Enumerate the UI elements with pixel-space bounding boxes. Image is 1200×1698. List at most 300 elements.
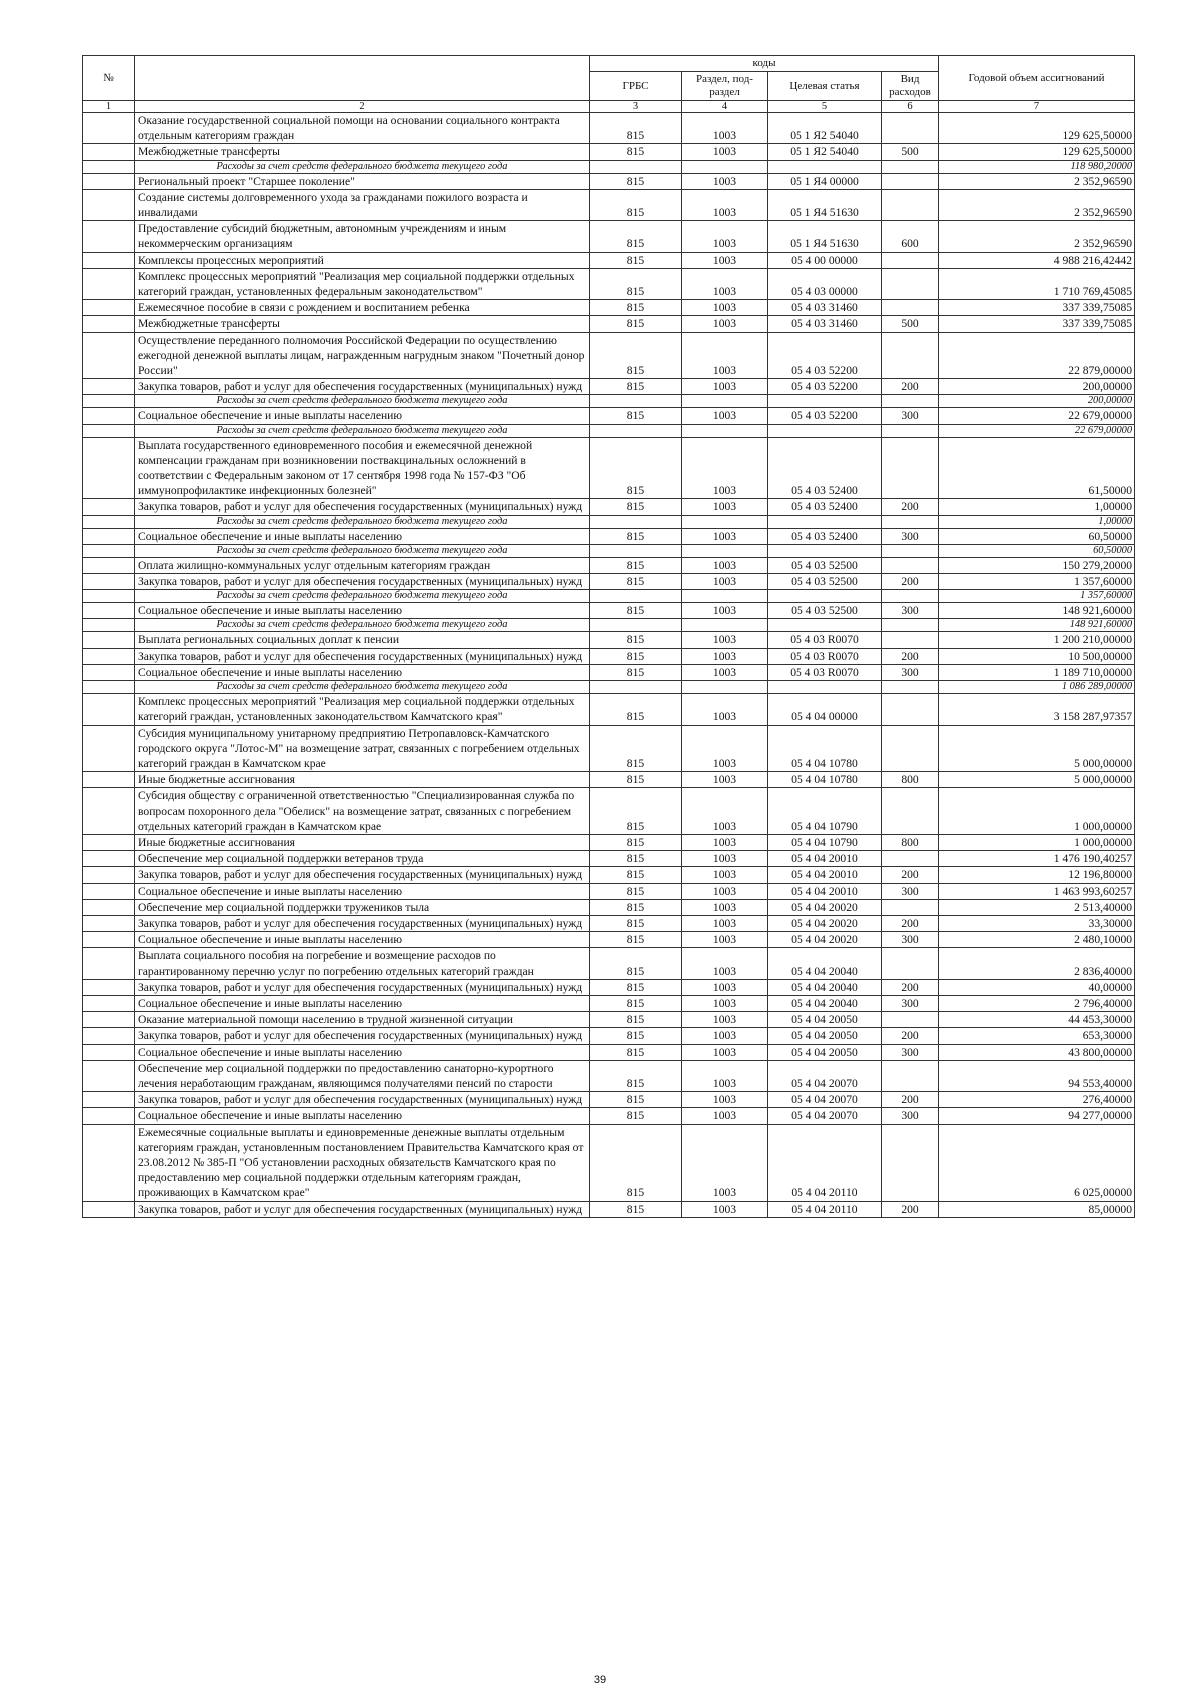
- row-name-cell: Закупка товаров, работ и услуг для обеспечения государственных (муниципальных) нужд: [135, 574, 590, 590]
- row-expense-type-cell: [882, 619, 939, 632]
- row-article-cell: [768, 590, 882, 603]
- row-number-cell: [83, 948, 135, 979]
- row-article-cell: [768, 424, 882, 437]
- row-article-cell: 05 4 03 R0070: [768, 632, 882, 648]
- row-section-cell: 1003: [682, 268, 768, 299]
- row-number-cell: [83, 437, 135, 499]
- row-amount-cell: 1 000,00000: [939, 788, 1135, 835]
- row-amount-cell: 2 352,96590: [939, 189, 1135, 220]
- row-grbs-cell: 815: [590, 437, 682, 499]
- row-amount-cell: 2 796,40000: [939, 995, 1135, 1011]
- row-grbs-cell: 815: [590, 252, 682, 268]
- row-amount-cell: 5 000,00000: [939, 772, 1135, 788]
- row-name-cell: Оказание материальной помощи населению в трудной жизненной ситуации: [135, 1012, 590, 1028]
- row-article-cell: 05 4 04 10790: [768, 834, 882, 850]
- row-article-cell: 05 4 04 20010: [768, 867, 882, 883]
- row-article-cell: 05 4 04 10780: [768, 772, 882, 788]
- row-amount-cell: 150 279,20000: [939, 557, 1135, 573]
- budget-allocation-table: [82, 55, 1135, 1218]
- row-grbs-cell: 815: [590, 883, 682, 899]
- row-name-cell: Закупка товаров, работ и услуг для обеспечения государственных (муниципальных) нужд: [135, 379, 590, 395]
- row-expense-type-cell: [882, 557, 939, 573]
- row-number-cell: [83, 1108, 135, 1124]
- row-section-cell: 1003: [682, 834, 768, 850]
- table-row: [83, 437, 1135, 499]
- row-number-cell: [83, 316, 135, 332]
- row-amount-cell: 118 980,20000: [939, 160, 1135, 173]
- row-section-cell: 1003: [682, 915, 768, 931]
- row-amount-cell: 5 000,00000: [939, 725, 1135, 772]
- row-number-cell: [83, 424, 135, 437]
- row-grbs-cell: 815: [590, 408, 682, 424]
- row-number-cell: [83, 603, 135, 619]
- row-expense-type-cell: [882, 1124, 939, 1201]
- row-section-cell: 1003: [682, 788, 768, 835]
- row-amount-cell: 4 988 216,42442: [939, 252, 1135, 268]
- row-amount-cell: 1 189 710,00000: [939, 664, 1135, 680]
- row-name-cell: Социальное обеспечение и иные выплаты населению: [135, 603, 590, 619]
- header-index: 3: [590, 101, 682, 113]
- row-expense-type-cell: 300: [882, 603, 939, 619]
- row-article-cell: 05 4 04 20070: [768, 1060, 882, 1091]
- federal-funds-row: [83, 395, 1135, 408]
- row-grbs-cell: 815: [590, 221, 682, 252]
- row-number-cell: [83, 648, 135, 664]
- row-section-cell: 1003: [682, 113, 768, 144]
- row-number-cell: [83, 544, 135, 557]
- row-article-cell: 05 4 04 20050: [768, 1044, 882, 1060]
- row-section-cell: 1003: [682, 528, 768, 544]
- row-number-cell: [83, 915, 135, 931]
- row-amount-cell: 10 500,00000: [939, 648, 1135, 664]
- row-name-cell: Ежемесячное пособие в связи с рождением и воспитанием ребенка: [135, 300, 590, 316]
- row-article-cell: 05 1 Я2 54040: [768, 113, 882, 144]
- row-amount-cell: 60,50000: [939, 544, 1135, 557]
- row-grbs-cell: 815: [590, 899, 682, 915]
- table-row: [83, 948, 1135, 979]
- row-article-cell: [768, 160, 882, 173]
- row-name-cell: Социальное обеспечение и иные выплаты населению: [135, 664, 590, 680]
- row-article-cell: 05 4 03 R0070: [768, 648, 882, 664]
- row-name-cell: Закупка товаров, работ и услуг для обеспечения государственных (муниципальных) нужд: [135, 1201, 590, 1217]
- row-expense-type-cell: [882, 424, 939, 437]
- row-article-cell: 05 4 04 20070: [768, 1092, 882, 1108]
- row-name-cell: Межбюджетные трансферты: [135, 316, 590, 332]
- row-expense-type-cell: 200: [882, 915, 939, 931]
- row-name-cell: Закупка товаров, работ и услуг для обеспечения государственных (муниципальных) нужд: [135, 979, 590, 995]
- table-row: [83, 899, 1135, 915]
- row-name-cell: Закупка товаров, работ и услуг для обеспечения государственных (муниципальных) нужд: [135, 1028, 590, 1044]
- federal-funds-row: [83, 515, 1135, 528]
- row-expense-type-cell: [882, 173, 939, 189]
- row-grbs-cell: 815: [590, 725, 682, 772]
- row-expense-type-cell: [882, 899, 939, 915]
- table-row: [83, 268, 1135, 299]
- row-section-cell: 1003: [682, 189, 768, 220]
- row-amount-cell: 40,00000: [939, 979, 1135, 995]
- row-section-cell: 1003: [682, 603, 768, 619]
- row-article-cell: 05 4 03 52200: [768, 379, 882, 395]
- row-grbs-cell: 815: [590, 664, 682, 680]
- federal-funds-row: [83, 590, 1135, 603]
- row-article-cell: 05 4 04 20040: [768, 995, 882, 1011]
- row-expense-type-cell: 200: [882, 979, 939, 995]
- table-row: [83, 316, 1135, 332]
- table-row: [83, 883, 1135, 899]
- row-number-cell: [83, 1060, 135, 1091]
- row-section-cell: 1003: [682, 173, 768, 189]
- row-name-cell: Осуществление переданного полномочия Российской Федерации по осуществлению ежегодной денежной выплаты лицам, награжденным нагрудным знаком "Почетный донор России": [135, 332, 590, 379]
- row-article-cell: 05 4 03 52500: [768, 557, 882, 573]
- row-section-cell: [682, 590, 768, 603]
- row-amount-cell: 6 025,00000: [939, 1124, 1135, 1201]
- row-section-cell: 1003: [682, 300, 768, 316]
- row-section-cell: 1003: [682, 1028, 768, 1044]
- row-section-cell: 1003: [682, 883, 768, 899]
- row-section-cell: 1003: [682, 772, 768, 788]
- row-grbs-cell: [590, 544, 682, 557]
- table-row: [83, 1108, 1135, 1124]
- row-expense-type-cell: 200: [882, 648, 939, 664]
- table-row: [83, 834, 1135, 850]
- header-index: 5: [768, 101, 882, 113]
- table-row: [83, 173, 1135, 189]
- row-name-cell: Комплекс процессных мероприятий "Реализация мер социальной поддержки отдельных категорий граждан, установленных федеральным законодательством": [135, 268, 590, 299]
- row-article-cell: 05 4 03 R0070: [768, 664, 882, 680]
- row-section-cell: [682, 395, 768, 408]
- row-amount-cell: 60,50000: [939, 528, 1135, 544]
- row-number-cell: [83, 590, 135, 603]
- page-number: 39: [593, 1674, 607, 1686]
- row-name-cell: Оплата жилищно-коммунальных услуг отдельным категориям граждан: [135, 557, 590, 573]
- row-expense-type-cell: [882, 1060, 939, 1091]
- row-section-cell: 1003: [682, 948, 768, 979]
- row-name-cell: Оказание государственной социальной помощи на основании социального контракта отдельным категориям граждан: [135, 113, 590, 144]
- row-number-cell: [83, 395, 135, 408]
- row-article-cell: [768, 544, 882, 557]
- row-number-cell: [83, 681, 135, 694]
- row-number-cell: [83, 1124, 135, 1201]
- row-article-cell: 05 4 00 00000: [768, 252, 882, 268]
- row-amount-cell: 1 357,60000: [939, 574, 1135, 590]
- row-article-cell: 05 4 04 20010: [768, 851, 882, 867]
- table-row: [83, 221, 1135, 252]
- row-amount-cell: 1 357,60000: [939, 590, 1135, 603]
- row-grbs-cell: 815: [590, 1124, 682, 1201]
- row-amount-cell: 2 836,40000: [939, 948, 1135, 979]
- row-grbs-cell: 815: [590, 603, 682, 619]
- row-grbs-cell: 815: [590, 948, 682, 979]
- row-article-cell: [768, 681, 882, 694]
- row-section-cell: [682, 515, 768, 528]
- row-expense-type-cell: [882, 395, 939, 408]
- row-expense-type-cell: [882, 332, 939, 379]
- row-expense-type-cell: [882, 189, 939, 220]
- table-body: [83, 113, 1135, 1218]
- row-article-cell: 05 4 04 20070: [768, 1108, 882, 1124]
- row-article-cell: [768, 395, 882, 408]
- row-number-cell: [83, 1201, 135, 1217]
- table-row: [83, 1044, 1135, 1060]
- row-article-cell: 05 4 03 52200: [768, 332, 882, 379]
- row-grbs-cell: 815: [590, 499, 682, 515]
- row-grbs-cell: 815: [590, 1060, 682, 1091]
- table-row: [83, 603, 1135, 619]
- row-number-cell: [83, 1092, 135, 1108]
- row-grbs-cell: [590, 424, 682, 437]
- row-number-cell: [83, 995, 135, 1011]
- row-name-cell: Субсидия обществу с ограниченной ответственностью "Специализированная служба по вопросам похоронного дела "Обелиск" на возмещение затрат, связанных с погребением отдельных категорий граждан в Камчатском крае: [135, 788, 590, 835]
- row-article-cell: 05 4 04 20040: [768, 948, 882, 979]
- row-expense-type-cell: [882, 300, 939, 316]
- table-row: [83, 408, 1135, 424]
- row-grbs-cell: 815: [590, 694, 682, 725]
- row-expense-type-cell: 200: [882, 867, 939, 883]
- row-name-cell: Расходы за счет средств федерального бюджета текущего года: [135, 160, 590, 173]
- row-article-cell: 05 4 04 10780: [768, 725, 882, 772]
- row-name-cell: Выплата региональных социальных доплат к пенсии: [135, 632, 590, 648]
- row-amount-cell: 85,00000: [939, 1201, 1135, 1217]
- row-grbs-cell: 815: [590, 300, 682, 316]
- row-amount-cell: 1,00000: [939, 499, 1135, 515]
- row-name-cell: Закупка товаров, работ и услуг для обеспечения государственных (муниципальных) нужд: [135, 867, 590, 883]
- row-grbs-cell: 815: [590, 632, 682, 648]
- row-amount-cell: 1 200 210,00000: [939, 632, 1135, 648]
- row-expense-type-cell: [882, 948, 939, 979]
- row-amount-cell: 337 339,75085: [939, 300, 1135, 316]
- row-name-cell: Выплата социального пособия на погребение и возмещение расходов по гарантированному перечню услуг по погребению отдельных категорий граждан: [135, 948, 590, 979]
- row-name-cell: Закупка товаров, работ и услуг для обеспечения государственных (муниципальных) нужд: [135, 499, 590, 515]
- row-section-cell: [682, 424, 768, 437]
- row-article-cell: 05 4 03 52400: [768, 437, 882, 499]
- row-grbs-cell: 815: [590, 788, 682, 835]
- row-name-cell: Расходы за счет средств федерального бюджета текущего года: [135, 544, 590, 557]
- row-number-cell: [83, 694, 135, 725]
- row-article-cell: 05 4 03 52200: [768, 408, 882, 424]
- row-section-cell: 1003: [682, 1124, 768, 1201]
- header-section: Раздел, под-раздел: [682, 72, 768, 101]
- row-number-cell: [83, 144, 135, 160]
- row-article-cell: 05 1 Я4 51630: [768, 189, 882, 220]
- row-name-cell: Социальное обеспечение и иные выплаты населению: [135, 883, 590, 899]
- row-section-cell: 1003: [682, 1092, 768, 1108]
- table-row: [83, 379, 1135, 395]
- row-article-cell: 05 4 03 52500: [768, 603, 882, 619]
- row-number-cell: [83, 788, 135, 835]
- row-article-cell: 05 4 04 20110: [768, 1124, 882, 1201]
- header-index-row: [83, 101, 1135, 113]
- row-amount-cell: 1,00000: [939, 515, 1135, 528]
- row-grbs-cell: 815: [590, 173, 682, 189]
- row-expense-type-cell: 200: [882, 379, 939, 395]
- row-name-cell: Расходы за счет средств федерального бюджета текущего года: [135, 515, 590, 528]
- row-expense-type-cell: 200: [882, 499, 939, 515]
- row-number-cell: [83, 379, 135, 395]
- row-amount-cell: 43 800,00000: [939, 1044, 1135, 1060]
- row-expense-type-cell: 200: [882, 1028, 939, 1044]
- row-section-cell: [682, 681, 768, 694]
- row-expense-type-cell: [882, 160, 939, 173]
- row-article-cell: 05 4 04 20020: [768, 932, 882, 948]
- row-section-cell: 1003: [682, 316, 768, 332]
- table-row: [83, 851, 1135, 867]
- row-number-cell: [83, 899, 135, 915]
- row-name-cell: Социальное обеспечение и иные выплаты населению: [135, 408, 590, 424]
- row-number-cell: [83, 834, 135, 850]
- row-expense-type-cell: [882, 694, 939, 725]
- row-name-cell: Комплексы процессных мероприятий: [135, 252, 590, 268]
- row-section-cell: 1003: [682, 867, 768, 883]
- table-row: [83, 557, 1135, 573]
- row-section-cell: 1003: [682, 574, 768, 590]
- row-section-cell: 1003: [682, 851, 768, 867]
- row-grbs-cell: 815: [590, 332, 682, 379]
- header-index: 4: [682, 101, 768, 113]
- row-section-cell: 1003: [682, 1012, 768, 1028]
- row-article-cell: 05 4 04 20010: [768, 883, 882, 899]
- row-name-cell: Социальное обеспечение и иные выплаты населению: [135, 528, 590, 544]
- row-amount-cell: 22 679,00000: [939, 408, 1135, 424]
- row-number-cell: [83, 1012, 135, 1028]
- row-amount-cell: 1 476 190,40257: [939, 851, 1135, 867]
- row-section-cell: 1003: [682, 1108, 768, 1124]
- row-section-cell: 1003: [682, 932, 768, 948]
- row-expense-type-cell: 200: [882, 1092, 939, 1108]
- row-expense-type-cell: 800: [882, 772, 939, 788]
- row-grbs-cell: 815: [590, 851, 682, 867]
- table-row: [83, 694, 1135, 725]
- row-section-cell: 1003: [682, 632, 768, 648]
- row-expense-type-cell: 200: [882, 574, 939, 590]
- row-number-cell: [83, 113, 135, 144]
- row-number-cell: [83, 221, 135, 252]
- table-row: [83, 300, 1135, 316]
- row-grbs-cell: [590, 515, 682, 528]
- row-expense-type-cell: [882, 544, 939, 557]
- row-article-cell: 05 1 Я2 54040: [768, 144, 882, 160]
- row-amount-cell: 653,30000: [939, 1028, 1135, 1044]
- row-amount-cell: 2 480,10000: [939, 932, 1135, 948]
- row-section-cell: 1003: [682, 648, 768, 664]
- table-row: [83, 189, 1135, 220]
- header-grbs: ГРБС: [590, 72, 682, 101]
- row-grbs-cell: 815: [590, 1012, 682, 1028]
- table-row: [83, 979, 1135, 995]
- row-expense-type-cell: [882, 252, 939, 268]
- row-grbs-cell: 815: [590, 867, 682, 883]
- row-section-cell: 1003: [682, 332, 768, 379]
- row-grbs-cell: 815: [590, 995, 682, 1011]
- header-index: 7: [939, 101, 1135, 113]
- row-name-cell: Региональный проект "Старшее поколение": [135, 173, 590, 189]
- row-article-cell: 05 4 03 52500: [768, 574, 882, 590]
- row-number-cell: [83, 252, 135, 268]
- row-grbs-cell: 815: [590, 144, 682, 160]
- row-number-cell: [83, 160, 135, 173]
- row-grbs-cell: 815: [590, 834, 682, 850]
- row-grbs-cell: 815: [590, 557, 682, 573]
- row-expense-type-cell: [882, 113, 939, 144]
- row-grbs-cell: [590, 590, 682, 603]
- row-section-cell: 1003: [682, 1044, 768, 1060]
- table-row: [83, 144, 1135, 160]
- row-grbs-cell: 815: [590, 1028, 682, 1044]
- table-row: [83, 113, 1135, 144]
- row-grbs-cell: 815: [590, 316, 682, 332]
- table-row: [83, 1201, 1135, 1217]
- table-row: [83, 664, 1135, 680]
- row-amount-cell: 337 339,75085: [939, 316, 1135, 332]
- row-article-cell: 05 4 04 00000: [768, 694, 882, 725]
- table-row: [83, 1092, 1135, 1108]
- table-row: [83, 574, 1135, 590]
- row-expense-type-cell: [882, 681, 939, 694]
- row-grbs-cell: 815: [590, 772, 682, 788]
- row-article-cell: 05 1 Я4 51630: [768, 221, 882, 252]
- row-amount-cell: 1 710 769,45085: [939, 268, 1135, 299]
- row-amount-cell: 1 086 289,00000: [939, 681, 1135, 694]
- table-row: [83, 932, 1135, 948]
- row-expense-type-cell: 300: [882, 408, 939, 424]
- row-number-cell: [83, 632, 135, 648]
- row-amount-cell: 129 625,50000: [939, 144, 1135, 160]
- row-amount-cell: 44 453,30000: [939, 1012, 1135, 1028]
- table-row: [83, 252, 1135, 268]
- table-row: [83, 867, 1135, 883]
- row-article-cell: 05 4 03 31460: [768, 316, 882, 332]
- row-expense-type-cell: [882, 1012, 939, 1028]
- row-name-cell: Иные бюджетные ассигнования: [135, 834, 590, 850]
- row-name-cell: Предоставление субсидий бюджетным, автономным учреждениям и иным некоммерческим организациям: [135, 221, 590, 252]
- row-number-cell: [83, 725, 135, 772]
- row-amount-cell: 276,40000: [939, 1092, 1135, 1108]
- row-number-cell: [83, 883, 135, 899]
- row-grbs-cell: [590, 395, 682, 408]
- table-row: [83, 632, 1135, 648]
- row-grbs-cell: 815: [590, 379, 682, 395]
- row-amount-cell: 200,00000: [939, 379, 1135, 395]
- row-number-cell: [83, 173, 135, 189]
- row-section-cell: 1003: [682, 664, 768, 680]
- table-row: [83, 1012, 1135, 1028]
- table-row: [83, 648, 1135, 664]
- row-article-cell: 05 4 04 20040: [768, 979, 882, 995]
- header-annual-amount: Годовой объем ассигнований: [939, 56, 1135, 101]
- row-amount-cell: 2 352,96590: [939, 221, 1135, 252]
- table-row: [83, 1124, 1135, 1201]
- row-name-cell: Социальное обеспечение и иные выплаты населению: [135, 1108, 590, 1124]
- row-name-cell: Комплекс процессных мероприятий "Реализация мер социальной поддержки отдельных категорий граждан, установленных законодательством Камчатского края": [135, 694, 590, 725]
- row-expense-type-cell: 500: [882, 316, 939, 332]
- row-section-cell: 1003: [682, 557, 768, 573]
- row-amount-cell: 148 921,60000: [939, 619, 1135, 632]
- row-name-cell: Межбюджетные трансферты: [135, 144, 590, 160]
- row-section-cell: 1003: [682, 694, 768, 725]
- row-grbs-cell: [590, 160, 682, 173]
- row-expense-type-cell: 300: [882, 664, 939, 680]
- table-row: [83, 915, 1135, 931]
- table-row: [83, 1028, 1135, 1044]
- row-grbs-cell: 815: [590, 979, 682, 995]
- row-expense-type-cell: 800: [882, 834, 939, 850]
- row-section-cell: [682, 160, 768, 173]
- row-number-cell: [83, 268, 135, 299]
- row-grbs-cell: 815: [590, 268, 682, 299]
- table-row: [83, 332, 1135, 379]
- row-amount-cell: 2 513,40000: [939, 899, 1135, 915]
- row-section-cell: 1003: [682, 144, 768, 160]
- table-row: [83, 725, 1135, 772]
